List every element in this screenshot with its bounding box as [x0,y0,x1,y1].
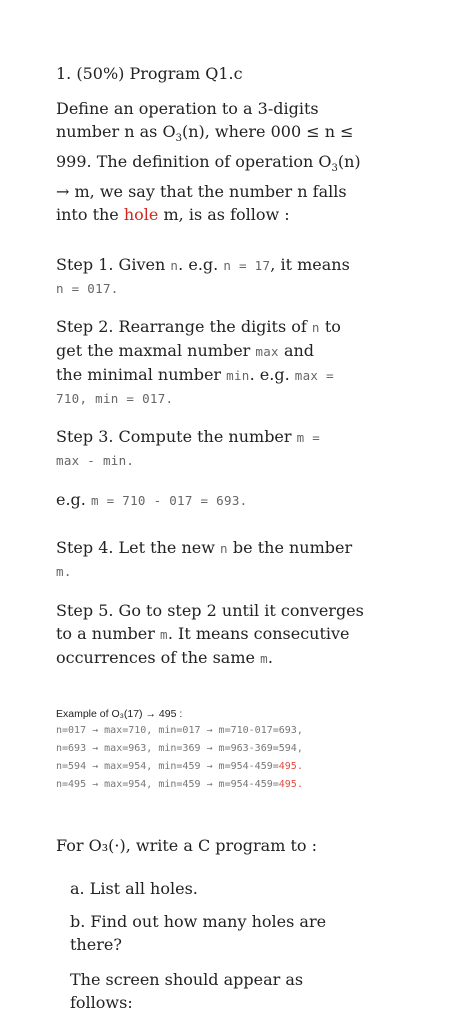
definition-paragraph: Define an operation to a 3-digits number n as $O_3(n)$, where 000 ≤ n ≤ 999. The definition of operation $O_3(n)$ → m, we say that the number n falls into the hole m, is as follow : [56,99,361,225]
step-5: Step 5. Go to step 2 until it converges to a number m. It means consecutive occurrences of the same m. [56,601,364,667]
example-row: n=017 → max=710, min=017 → m=710-017=693, [56,725,303,736]
task-item-b: b. Find out how many holes are there? [70,912,327,954]
screen-note: The screen should appear as follows: [70,970,304,1012]
step-1: Step 1. Given n. e.g. n = 17, it means n = 017. [56,255,350,296]
step-4: Step 4. Let the new n be the number m. [56,538,353,579]
step-2: Step 2. Rearrange the digits of n to get the maxmal number max and the minimal number min. e.g. max = 710, min = 017. [56,317,341,406]
hole-keyword: hole [123,205,159,225]
step-3-example: e.g. m = 710 - 017 = 693. [56,490,248,509]
example-row: n=495 → max=954, min=459 → m=954-459=495. [56,779,303,790]
example-title: Example of O₃(17) → 495 : [56,708,183,720]
task-item-a: a. List all holes. [70,879,198,898]
step-3: Step 3. Compute the number m = max - min. [56,427,321,468]
question-heading: 1. (50%) Program Q1.c [56,64,243,83]
example-row: n=693 → max=963, min=369 → m=963-369=594, [56,743,303,754]
task-intro: For O₃(·), write a C program to : [56,836,318,855]
example-row: n=594 → max=954, min=459 → m=954-459=495. [56,761,303,772]
